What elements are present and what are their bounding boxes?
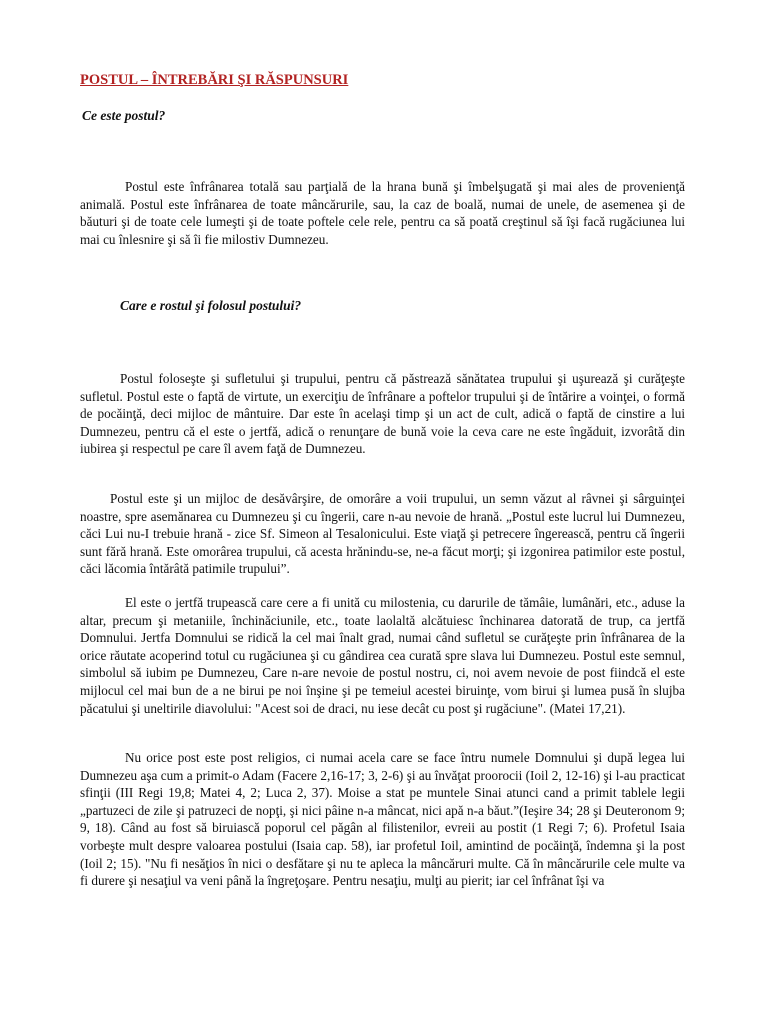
answer-paragraph-2: Postul foloseşte şi sufletului şi trupului, pentru că păstrează sănătatea trupului şi uşurează şi curăţeşte sufletul. Postul este o faptă de virtute, un exerciţiu de înfrânare a poftelor trupului şi de întărire a voinţei, o formă de pocăinţă, deci mijloc de mântuire. Dar este în acelaşi timp şi un act de cult, adică o faptă de cinstire a lui Dumnezeu, pentru că el este o jertfă, adică o renunţare de bună voie la ceva care ne este îngăduit, izvorâtă din iubirea şi respectul pe care îl avem faţă de Dumnezeu. xyxy=(80,371,685,457)
answer-paragraph-1: Postul este înfrânarea totală sau parţială de la hrana bună şi îmbelşugată şi mai ales de provenienţă animală. Postul este înfrânarea de toate mâncărurile, sau, la caz de boală, numai de unele, de asemenea şi de băuturi şi de toate cele lumeşti şi de toate poftele cele rele, pentru ca să poată creştinul să îşi facă rugăciunea lui mai cu înlesnire şi să îi fie milostiv Dumnezeu. xyxy=(80,179,685,247)
question-heading-2: Care e rostul şi folosul postului? xyxy=(120,298,302,313)
answer-paragraph-4: El este o jertfă trupească care cere a fi unită cu milostenia, cu darurile de tămâie, lumânări, etc., aduse la altar, precum şi metaniile, închinăciunile, etc., toate laolaltă alcătuiesc închinarea datorată de trup, ca jertfă Domnului. Jertfa Domnului se ridică la cel mai înalt grad, numai când sufletul se curăţeşte prin înfrânarea de la orice răutate acoperind totul cu rugăciunea şi cu gândirea cea curată spre slava lui Dumnezeu. Postul este semnul, simbolul să iubim pe Dumnezeu, Care n-are nevoie de postul nostru, ci, noi avem nevoie de post fiindcă el este mijlocul cel mai bun de a ne birui pe noi înşine şi pe temeiul acestei biruinţe, vom birui şi lumea pusă în slujba păcatului şi uneltirile diavolului: "Acest soi de draci, nu iese decât cu post şi rugăciune". (Matei 17,21). xyxy=(80,595,685,716)
question-heading-1: Ce este postul? xyxy=(82,108,166,123)
answer-paragraph-3: Postul este şi un mijloc de desăvârşire, de omorâre a voii trupului, un semn văzut al râvnei şi sârguinţei noastre, spre asemănarea cu Dumnezeu şi cu îngerii, care n-au nevoie de hrană. „Postul este lucrul lui Dumnezeu, căci Lui nu-I trebuie hrană - zice Sf. Simeon al Tesalonicului. Este viaţă şi petrecere îngerească, pentru că îngerii sunt fără hrană. Este omorârea trupului, că acesta hrănindu-se, ne-a făcut morţi; şi izgonirea patimilor este postul, căci lăcomia întărâtă patimile trupului”. xyxy=(80,491,685,577)
answer-paragraph-5: Nu orice post este post religios, ci numai acela care se face întru numele Domnului şi după legea lui Dumnezeu aşa cum a primit-o Adam (Facere 2,16-17; 3, 2-6) şi au învăţat proorocii (Ioil 2, 12-16) şi l-au practicat sfinţii (III Regi 19,8; Matei 4, 2; Luca 2, 37). Moise a stat pe muntele Sinai atunci cand a primit tablele legii „partuzeci de zile şi patruzeci de nopţi, şi nici pâine n-a mâncat, nici apă n-a băut.”(Ieşire 34; 28 şi Deuteronom 9; 9, 18). Când au fost să biruiască poporul cel păgân al filistenilor, evreii au postit (1 Regi 7; 6). Profetul Isaia vorbeşte mult despre valoarea postului (Isaia cap. 58), iar profetul Ioil, amintind de pocăinţă, îndemna şi la post (Ioil 2; 15). "Nu fi nesăţios în nici o desfătare şi nu te apleca la mâncăruri multe. Că în mâncărurile cele multe va fi durere şi nesaţiul va veni până la îngreţoşare. Pentru nesaţiu, mulţi au pierit; iar cel înfrânat îşi va xyxy=(80,750,685,889)
document-title: POSTUL – ÎNTREBĂRI ŞI RĂSPUNSURI xyxy=(80,72,349,88)
